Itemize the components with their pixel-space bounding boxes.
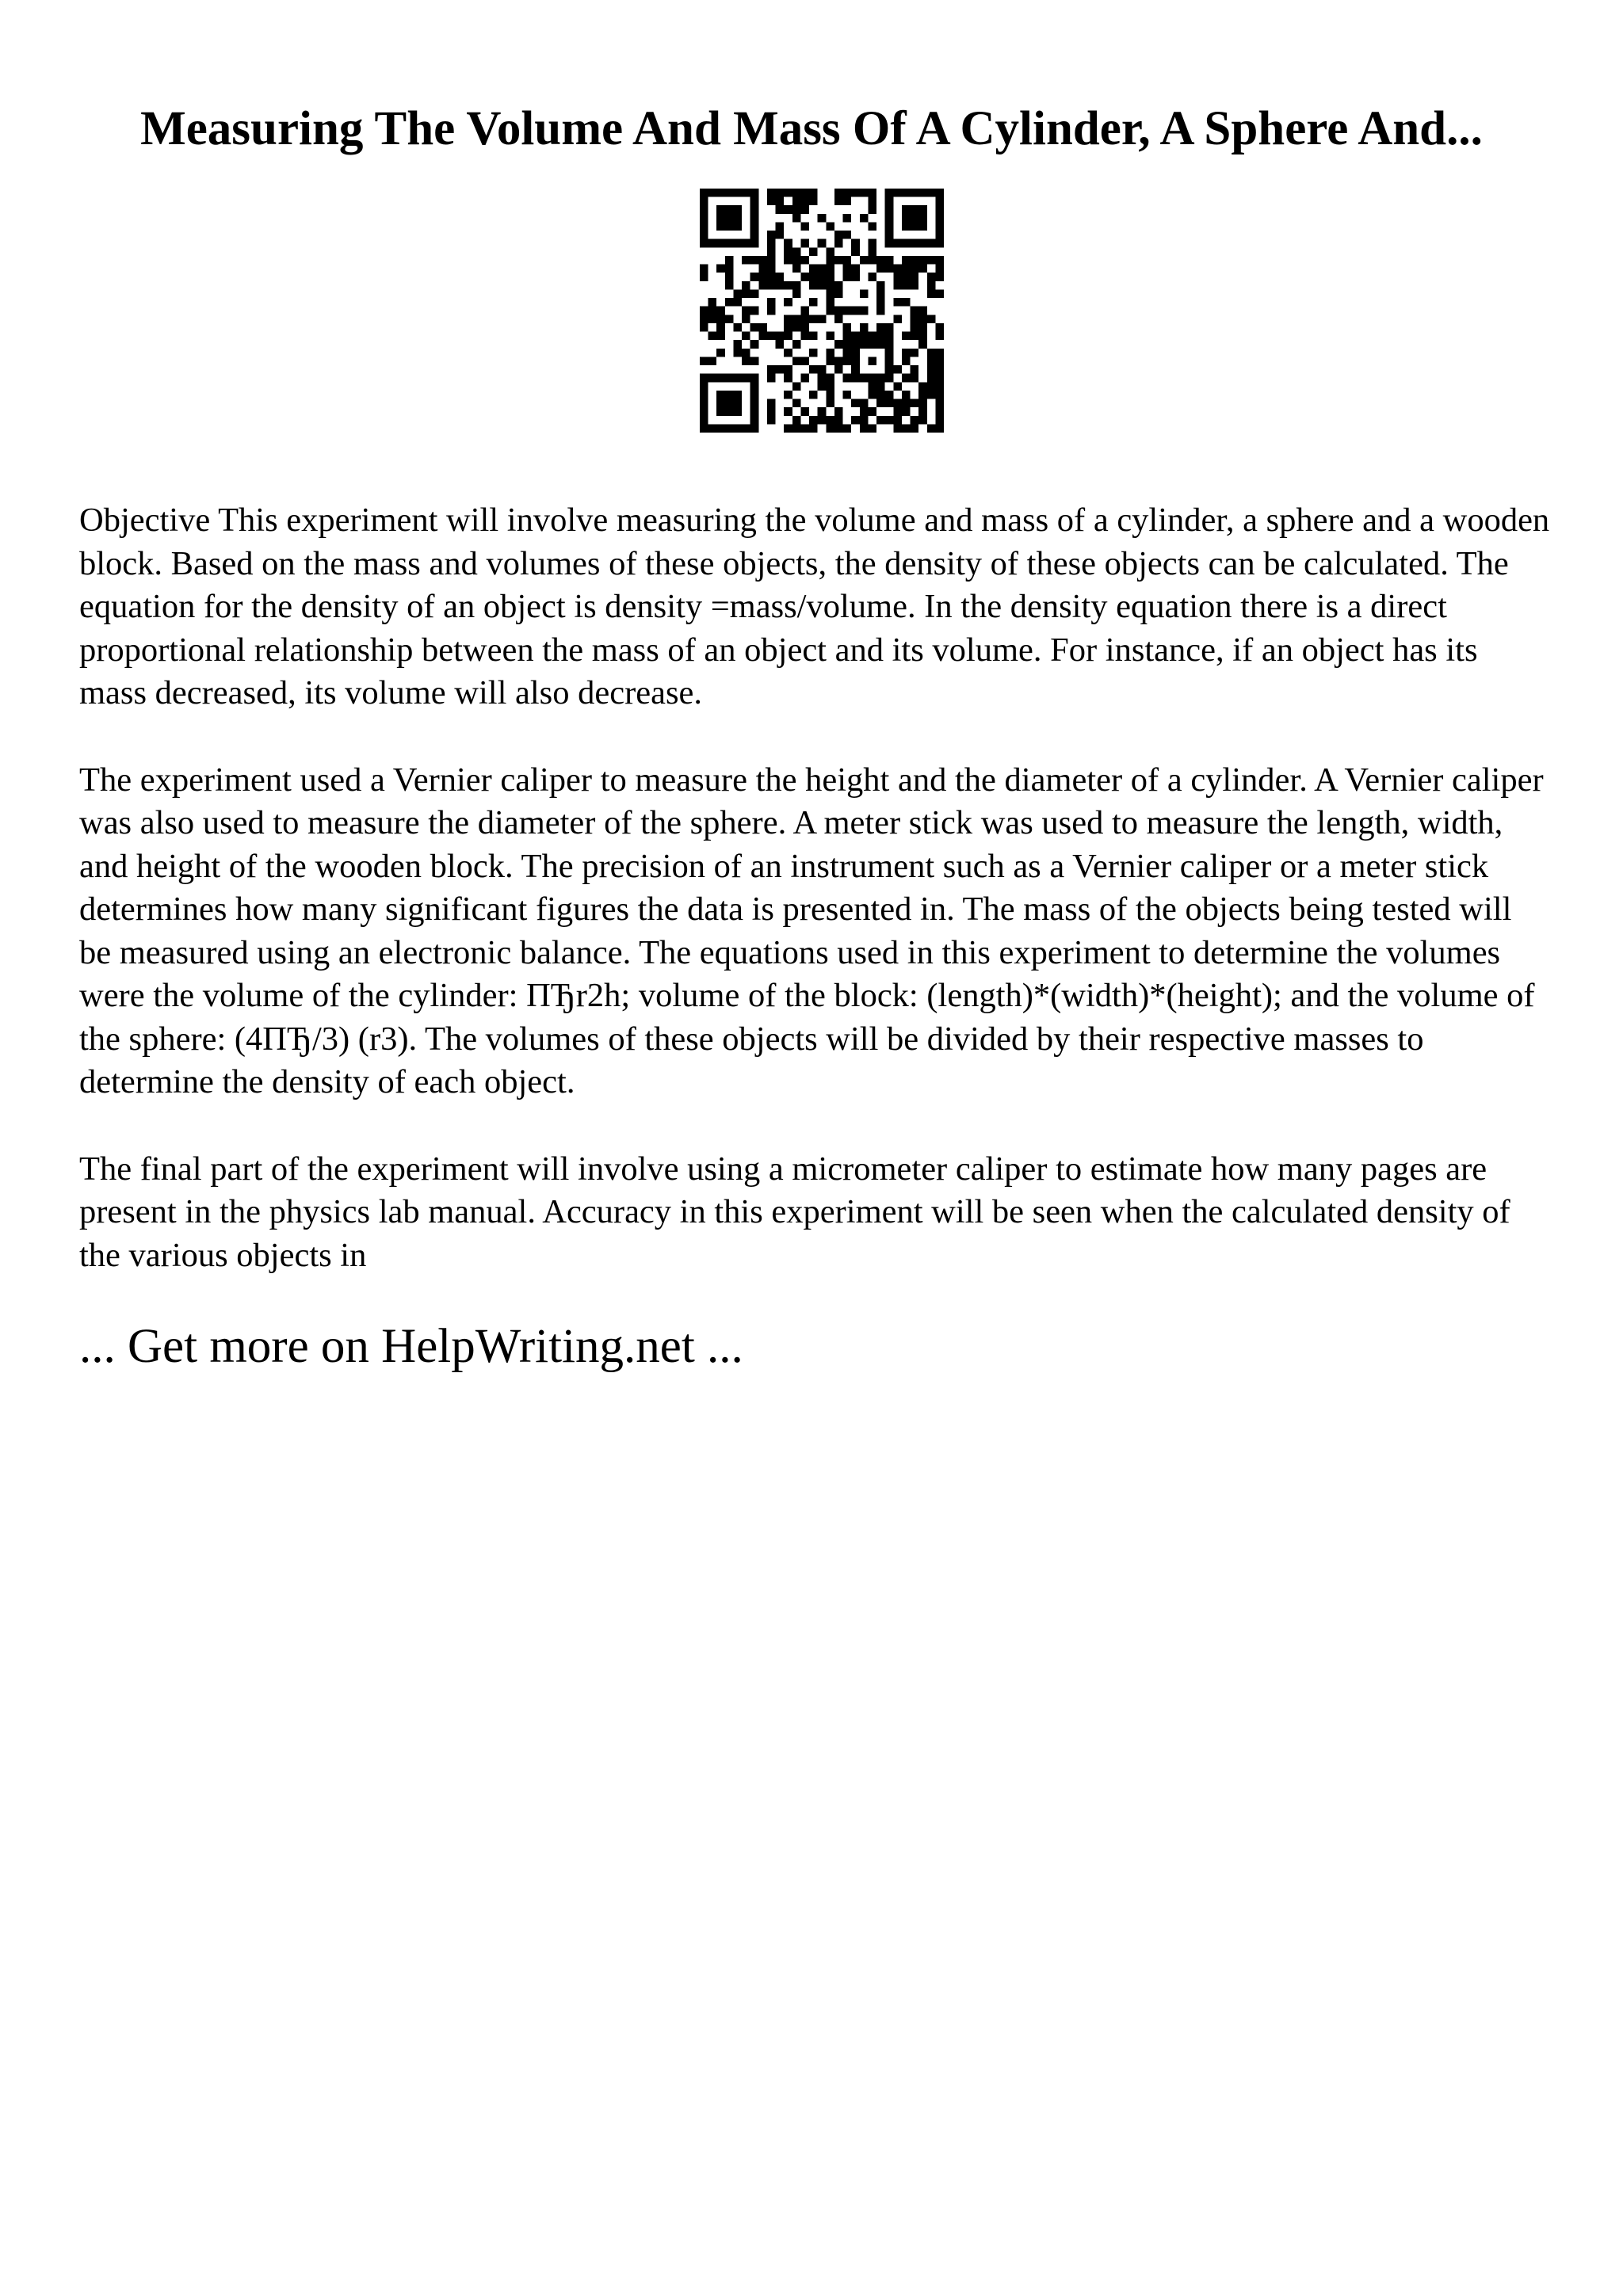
paragraph-final-part: The final part of the experiment will involve using a micrometer caliper to estimate how many pages are present in the physics lab manual. Accuracy in this experiment will be seen when the calculated density of the various objects in [79, 1150, 1510, 1274]
paragraph-objective: Objective This experiment will involve measuring the volume and mass of a cylinder, a sphere and a wooden block. Based on the mass and volumes of these objects, the density of these objects can be calculated. The equation for the density of an object is density =mass/volume. In the density equation there is a direct proportional relationship between the mass of an object and its volume. For instance, if an object has its mass decreased, its volume will also decrease. [79, 502, 1550, 711]
get-more-link[interactable]: ... Get more on HelpWriting.net ... [79, 1320, 743, 1373]
paragraph-method: The experiment used a Vernier caliper to measure the height and the diameter of a cylinder. A Vernier caliper was also used to measure the diameter of the sphere. A meter stick was used to measure the length, width, and height of the wooden block. The precision of an instrument such as a Vernier caliper or a meter stick determines how many significant figures the data is presented in. The mass of the objects being tested will be measured using an electronic balance. The equations used in this experiment to determine the volumes were the volume of the cylinder: ПЂr2h; volume of the block: (length)*(width)*(height); and the volume of the sphere: (4ПЂ/3) (r3). The volumes of these objects will be divided by their respective masses to determine the density of each object. [79, 761, 1544, 1100]
document-title: Measuring The Volume And Mass Of A Cylinder, A Sphere And... [140, 102, 1483, 155]
document-body [79, 499, 1550, 1321]
qr-code-icon [700, 189, 944, 433]
